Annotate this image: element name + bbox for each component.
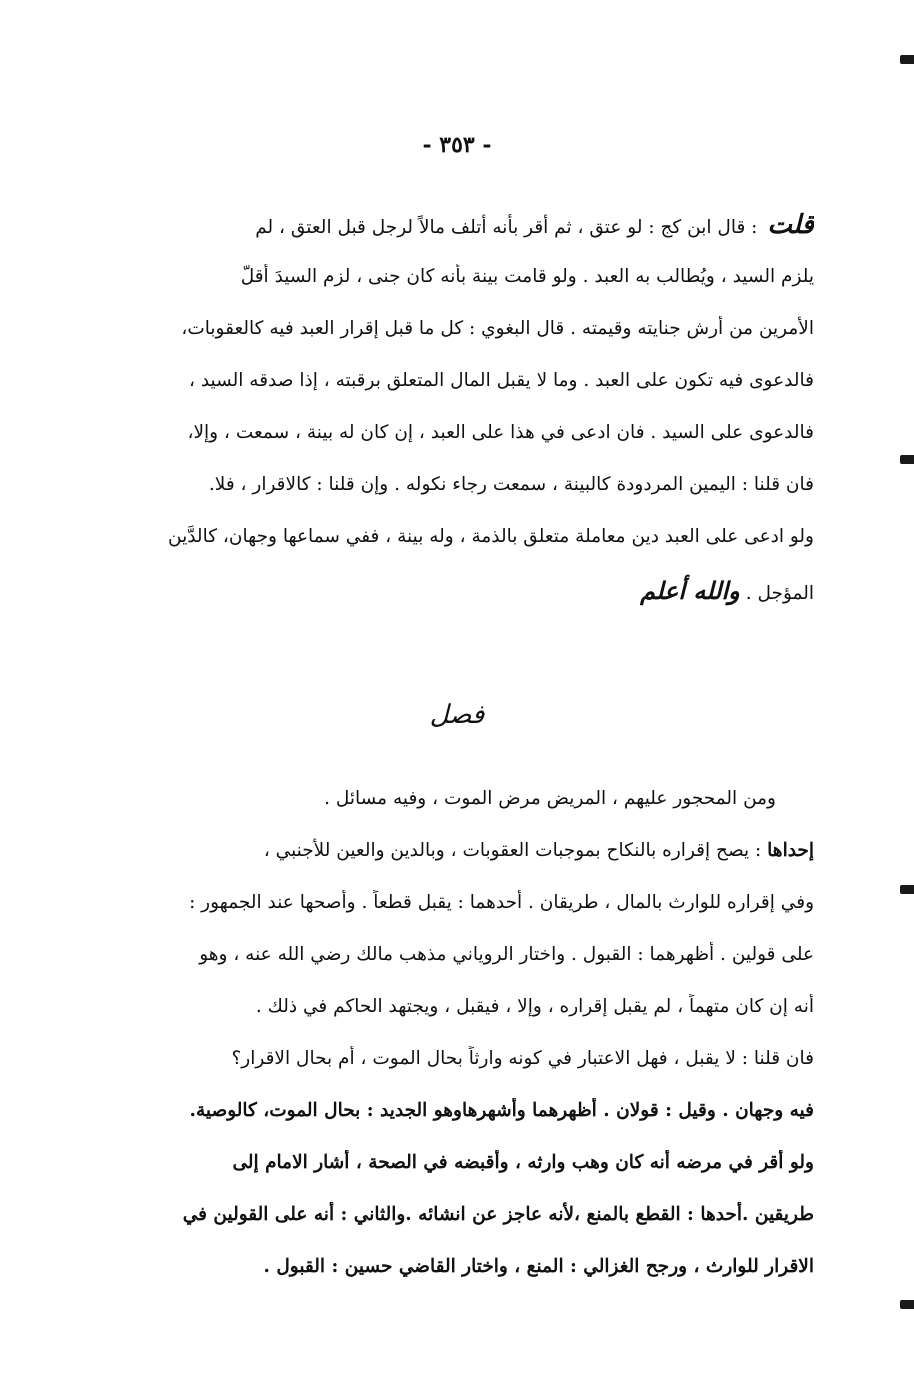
- page-edge-mark-2: [900, 455, 914, 464]
- section-lead-word: قلت: [767, 212, 814, 240]
- text-line: على قولين . أظهرهما : القبول . واختار الروياني مذهب مالك رضي الله عنه ، وهو: [199, 944, 814, 965]
- text-line: فيه وجهان . وقيل : قولان . أظهرهما وأشهرهاوهو الجديد : بحال الموت، كالوصية.: [189, 1100, 814, 1121]
- text-line: فان قلنا : لا يقبل ، فهل الاعتبار في كونه وارثاً بحال الموت ، أم بحال الاقرار؟: [231, 1048, 814, 1069]
- section-heading: فصل: [429, 700, 485, 730]
- page-edge-mark-1: [900, 55, 914, 64]
- text-line: فالدعوى فيه تكون على العبد . وما لا يقبل المال المتعلق برقبته ، إذا صدقه السيد ،: [188, 370, 814, 391]
- issue-label: إحداها: [767, 840, 814, 861]
- text-line-content: : قال ابن كج : لو عتق ، ثم أقر بأنه أتلف مالاً لرجل قبل العتق ، لم: [255, 217, 758, 238]
- text-line: يلزم السيد ، ويُطالب به العبد . ولو قامت بينة بأنه كان جنى ، لزم السيدَ أقلّ: [240, 266, 814, 287]
- text-line: أنه إن كان متهماً ، لم يقبل إقراره ، وإلا ، فيقبل ، ويجتهد الحاكم في ذلك .: [255, 996, 814, 1017]
- text-line-last: [108, 576, 814, 609]
- text-line: ومن المحجور عليهم ، المريض مرض الموت ، وفيه مسائل .: [324, 788, 776, 809]
- page-number: - ٣٥٣ -: [422, 132, 492, 158]
- text-line: فالدعوى على السيد . فان ادعى في هذا على العبد ، إن كان له بينة ، سمعت ، وإلا،: [187, 422, 814, 443]
- page-edge-mark-4: [900, 1300, 914, 1309]
- text-line: وفي إقراره للوارث بالمال ، طريقان . أحدهما : يقبل قطعاً . وأصحها عند الجمهور :: [189, 892, 814, 913]
- text-line: طريقين .أحدها : القطع بالمنع ،لأنه عاجز عن انشائه .والثاني : أنه على القولين في: [182, 1204, 814, 1225]
- text-line: [108, 212, 814, 264]
- text-line: ولو ادعى على العبد دين معاملة متعلق بالذمة ، وله بينة ، ففي سماعها وجهان، كالدَّين: [167, 526, 814, 547]
- text-line-content: المؤجل .: [745, 583, 814, 604]
- text-line-content: : يصح إقراره بالنكاح بموجبات العقوبات ، وبالدين والعين للأجنبي ،: [263, 840, 762, 861]
- text-line: فان قلنا : اليمين المردودة كالبينة ، سمعت رجاء نكوله . وإن قلنا : كالاقرار ، فلا.: [208, 474, 814, 495]
- section-1: [108, 212, 814, 609]
- text-line: [108, 838, 814, 890]
- closing-phrase: والله أعلم: [640, 576, 740, 605]
- page-edge-mark-3: [900, 885, 914, 894]
- text-line: الاقرار للوارث ، ورجح الغزالي : المنع ، واختار القاضي حسين : القبول .: [263, 1256, 814, 1277]
- text-line: ولو أقر في مرضه أنه كان وهب وارثه ، وأقبضه في الصحة ، أشار الامام إلى: [232, 1152, 814, 1173]
- section-2: [108, 786, 814, 1306]
- text-line: الأمرين من أرش جنايته وقيمته . قال البغوي : كل ما قبل إقرار العبد فيه كالعقوبات،: [181, 318, 814, 339]
